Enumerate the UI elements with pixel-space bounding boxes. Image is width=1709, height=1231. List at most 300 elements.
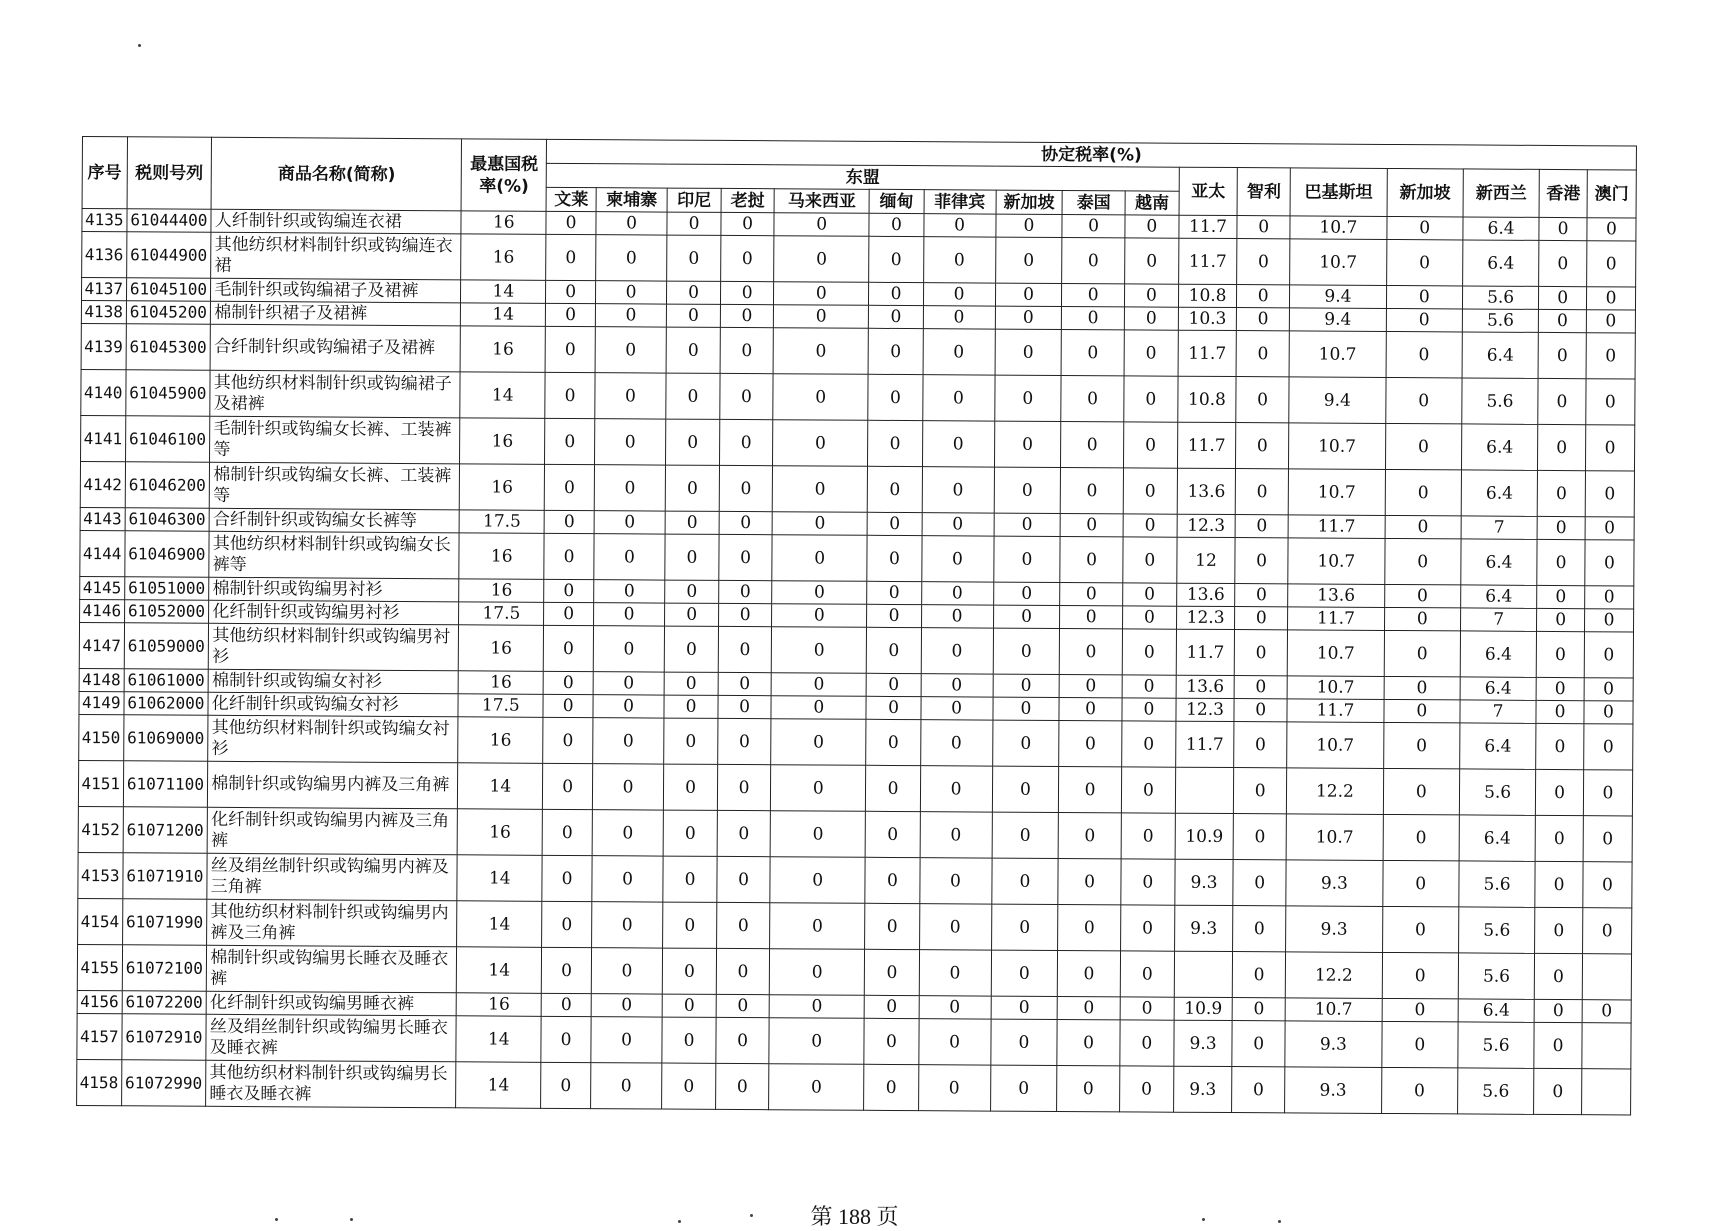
- row-asean-rate: 0: [720, 304, 773, 327]
- row-mfn-rate: 16: [461, 234, 546, 281]
- row-asean-rate: 0: [667, 212, 721, 235]
- row-product-name: 毛制针织或钩编女长裤、工装裤等: [210, 416, 460, 464]
- row-asean-rate: 0: [919, 996, 991, 1019]
- row-asean-rate: 0: [1122, 606, 1176, 629]
- row-asean-rate: 0: [1120, 997, 1174, 1020]
- row-agreement-rate: 0: [1235, 469, 1288, 515]
- row-asean-rate: 0: [991, 904, 1058, 950]
- row-asean-rate: 0: [769, 1018, 865, 1065]
- row-asean-rate: 0: [594, 580, 665, 603]
- row-seq: 4150: [79, 714, 124, 760]
- header-code: 税则号列: [127, 137, 212, 210]
- row-asean-rate: 0: [544, 579, 594, 602]
- row-asean-rate: 0: [541, 1062, 591, 1108]
- row-agreement-rate: 11.7: [1176, 629, 1235, 675]
- row-asean-rate: 0: [716, 1017, 769, 1063]
- row-asean-rate: 0: [864, 1064, 918, 1110]
- row-agreement-rate: 9.3: [1173, 1066, 1232, 1112]
- scan-speck: [1202, 1218, 1205, 1221]
- row-asean-rate: 0: [1122, 698, 1176, 721]
- header-seq: 序号: [82, 137, 127, 209]
- row-tariff-code: 61045900: [125, 370, 210, 417]
- header-other-5: 香港: [1539, 169, 1587, 217]
- row-asean-rate: 0: [771, 627, 867, 674]
- row-product-name: 其他纺织材料制针织或钩编女长裤等: [209, 531, 459, 579]
- row-agreement-rate: 0: [1385, 469, 1462, 515]
- row-asean-rate: 0: [992, 720, 1059, 766]
- header-other-4: 新西兰: [1463, 169, 1540, 217]
- row-asean-rate: 0: [995, 329, 1062, 375]
- row-asean-rate: 0: [546, 234, 596, 280]
- row-asean-rate: 0: [772, 604, 868, 628]
- row-agreement-rate: 0: [1383, 768, 1460, 814]
- row-asean-rate: 0: [868, 466, 922, 512]
- row-asean-rate: 0: [662, 1063, 716, 1109]
- scan-speck: [275, 1218, 278, 1221]
- row-asean-rate: 0: [920, 720, 992, 766]
- row-agreement-rate: 0: [1234, 630, 1287, 676]
- row-asean-rate: 0: [666, 327, 720, 373]
- row-asean-rate: 0: [1059, 720, 1122, 766]
- row-asean-rate: 0: [773, 374, 869, 421]
- row-agreement-rate: 0: [1585, 586, 1634, 609]
- row-asean-rate: 0: [543, 671, 593, 694]
- row-asean-rate: 0: [1122, 721, 1176, 767]
- row-asean-rate: 0: [1124, 284, 1178, 307]
- row-seq: 4152: [78, 806, 123, 852]
- row-asean-rate: 0: [541, 993, 591, 1016]
- row-agreement-rate: 10.7: [1290, 216, 1387, 240]
- row-agreement-rate: 6.4: [1460, 631, 1537, 677]
- row-agreement-rate: 0: [1584, 632, 1633, 678]
- row-asean-rate: 0: [719, 534, 772, 580]
- row-asean-rate: 0: [993, 605, 1060, 628]
- row-product-name: 其他纺织材料制针织或钩编裙子及裙裤: [210, 370, 460, 418]
- row-asean-rate: 0: [594, 603, 665, 626]
- row-asean-rate: 0: [922, 375, 994, 421]
- row-asean-rate: 0: [1061, 421, 1124, 467]
- row-asean-rate: 0: [991, 996, 1058, 1019]
- row-asean-rate: 0: [1059, 697, 1122, 720]
- row-asean-rate: 0: [717, 810, 770, 856]
- row-asean-rate: 0: [865, 857, 919, 903]
- row-asean-rate: 0: [545, 372, 595, 418]
- row-asean-rate: 0: [770, 903, 866, 950]
- row-agreement-rate: 10.3: [1178, 307, 1236, 330]
- row-asean-rate: 0: [774, 236, 870, 283]
- row-tariff-code: 61044400: [126, 209, 211, 233]
- row-agreement-rate: 11.7: [1179, 215, 1237, 238]
- row-agreement-rate: 0: [1582, 1000, 1631, 1023]
- row-agreement-rate: 0: [1536, 700, 1584, 723]
- row-agreement-rate: 13.6: [1176, 675, 1234, 698]
- row-agreement-rate: [1582, 954, 1631, 1000]
- row-asean-rate: 0: [1123, 422, 1177, 468]
- row-asean-rate: 0: [867, 604, 921, 627]
- row-seq: 4141: [81, 415, 126, 461]
- header-name: 商品名称(简称): [211, 137, 462, 211]
- row-agreement-rate: 0: [1382, 998, 1458, 1021]
- row-asean-rate: 0: [593, 626, 664, 672]
- row-tariff-code: 61072200: [122, 991, 207, 1015]
- row-asean-rate: 0: [719, 465, 772, 511]
- row-agreement-rate: [1175, 767, 1234, 813]
- row-agreement-rate: 5.6: [1459, 861, 1536, 907]
- row-agreement-rate: 0: [1386, 331, 1463, 377]
- row-agreement-rate: 0: [1382, 906, 1459, 952]
- row-agreement-rate: 10.7: [1290, 239, 1387, 286]
- row-agreement-rate: 0: [1233, 906, 1286, 952]
- row-mfn-rate: 14: [458, 763, 543, 810]
- row-asean-rate: 0: [867, 581, 921, 604]
- row-product-name: 丝及绢丝制针织或钩编男长睡衣及睡衣裤: [206, 1014, 456, 1062]
- row-agreement-rate: 12: [1177, 537, 1236, 583]
- row-tariff-code: 61046300: [125, 508, 210, 532]
- row-agreement-rate: 0: [1539, 286, 1587, 309]
- row-asean-rate: 0: [868, 374, 922, 420]
- row-asean-rate: 0: [663, 810, 717, 856]
- row-agreement-rate: 6.4: [1461, 539, 1538, 585]
- row-asean-rate: 0: [865, 903, 919, 949]
- row-seq: 4142: [80, 461, 125, 507]
- header-agreement: 协定税率(%): [547, 139, 1637, 170]
- row-mfn-rate: 17.5: [458, 694, 543, 718]
- row-asean-rate: 0: [867, 535, 921, 581]
- row-seq: 4143: [80, 507, 125, 530]
- row-asean-rate: 0: [592, 856, 663, 902]
- row-asean-rate: 0: [595, 419, 666, 465]
- row-product-name: 合纤制针织或钩编女长裤等: [209, 508, 459, 533]
- row-mfn-rate: 16: [459, 625, 544, 672]
- row-asean-rate: 0: [721, 235, 774, 281]
- row-asean-rate: 0: [544, 602, 594, 625]
- row-agreement-rate: 9.4: [1290, 285, 1387, 309]
- row-tariff-code: 61071990: [122, 899, 207, 946]
- row-agreement-rate: 9.3: [1285, 1067, 1382, 1114]
- row-asean-rate: 0: [718, 672, 771, 695]
- row-agreement-rate: 0: [1583, 862, 1632, 908]
- row-product-name: 棉制针织或钩编男衬衫: [209, 577, 459, 602]
- row-agreement-rate: 0: [1233, 814, 1286, 860]
- row-asean-rate: 0: [591, 1063, 662, 1109]
- row-agreement-rate: 0: [1386, 308, 1462, 331]
- row-asean-rate: 0: [1058, 858, 1121, 904]
- row-asean-rate: 0: [772, 581, 868, 605]
- row-asean-rate: 0: [993, 674, 1060, 697]
- scan-speck: [678, 1220, 681, 1223]
- row-asean-rate: 0: [774, 213, 870, 237]
- row-asean-rate: 0: [1121, 767, 1175, 813]
- row-asean-rate: 0: [1057, 996, 1120, 1019]
- row-agreement-rate: 6.4: [1460, 723, 1537, 769]
- row-tariff-code: 61071910: [122, 853, 207, 900]
- row-agreement-rate: 0: [1585, 517, 1634, 540]
- row-agreement-rate: 5.6: [1458, 907, 1535, 953]
- row-asean-rate: 0: [991, 950, 1058, 996]
- row-asean-rate: 0: [995, 237, 1062, 283]
- row-agreement-rate: 0: [1536, 677, 1584, 700]
- row-asean-rate: 0: [921, 605, 993, 628]
- row-asean-rate: 0: [594, 511, 665, 534]
- row-agreement-rate: 11.7: [1177, 422, 1236, 468]
- row-asean-rate: 0: [1060, 605, 1123, 628]
- row-agreement-rate: 0: [1537, 608, 1585, 631]
- row-asean-rate: 0: [596, 235, 667, 281]
- row-asean-rate: 0: [1060, 628, 1123, 674]
- row-asean-rate: 0: [770, 765, 866, 812]
- header-other-6: 澳门: [1587, 170, 1636, 218]
- row-agreement-rate: 0: [1235, 584, 1288, 607]
- row-agreement-rate: 0: [1384, 584, 1460, 607]
- row-agreement-rate: 5.6: [1458, 1022, 1535, 1068]
- row-agreement-rate: 6.4: [1461, 585, 1537, 608]
- row-seq: 4154: [78, 898, 123, 944]
- row-asean-rate: 0: [921, 582, 993, 605]
- row-agreement-rate: 10.7: [1289, 423, 1386, 470]
- row-asean-rate: 0: [594, 534, 665, 580]
- header-other-1: 智利: [1237, 168, 1290, 216]
- row-asean-rate: 0: [721, 212, 774, 235]
- row-asean-rate: 0: [769, 1064, 865, 1111]
- row-agreement-rate: 0: [1234, 699, 1287, 722]
- row-tariff-code: 61046900: [124, 531, 209, 578]
- row-agreement-rate: 9.3: [1286, 906, 1383, 953]
- row-asean-rate: 0: [716, 948, 769, 994]
- header-asean: 东盟: [546, 163, 1179, 191]
- row-agreement-rate: 0: [1535, 953, 1583, 999]
- row-agreement-rate: 0: [1538, 332, 1586, 378]
- row-asean-rate: 0: [665, 580, 719, 603]
- row-seq: 4138: [81, 301, 126, 324]
- row-agreement-rate: 0: [1386, 285, 1462, 308]
- row-asean-rate: 0: [1121, 859, 1175, 905]
- row-product-name: 其他纺织材料制针织或钩编男内裤及三角裤: [207, 899, 457, 947]
- row-agreement-rate: 0: [1584, 724, 1633, 770]
- row-asean-rate: 0: [918, 1019, 990, 1065]
- row-asean-rate: 0: [1062, 283, 1125, 306]
- row-agreement-rate: 0: [1384, 699, 1460, 722]
- row-product-name: 化纤制针织或钩编男衬衫: [209, 600, 459, 625]
- row-tariff-code: 61046200: [125, 462, 210, 509]
- row-agreement-rate: 0: [1381, 1021, 1458, 1067]
- row-product-name: 其他纺织材料制针织或钩编男长睡衣及睡衣裤: [206, 1060, 456, 1108]
- row-agreement-rate: 12.3: [1177, 514, 1235, 537]
- row-asean-rate: 0: [592, 764, 663, 810]
- header-asean-country: 马来西亚: [774, 189, 870, 214]
- row-agreement-rate: 5.6: [1462, 378, 1539, 424]
- row-asean-rate: 0: [922, 467, 994, 513]
- row-agreement-rate: 10.7: [1285, 998, 1382, 1022]
- row-agreement-rate: 6.4: [1459, 815, 1536, 861]
- row-asean-rate: 0: [772, 535, 868, 582]
- row-seq: 4135: [82, 209, 127, 232]
- row-agreement-rate: 0: [1539, 240, 1587, 286]
- row-asean-rate: 0: [545, 326, 595, 372]
- row-asean-rate: 0: [773, 305, 869, 329]
- row-asean-rate: 0: [1123, 468, 1177, 514]
- row-mfn-rate: 16: [458, 809, 543, 856]
- row-seq: 4149: [79, 691, 124, 714]
- row-agreement-rate: 0: [1534, 1022, 1582, 1068]
- row-asean-rate: 0: [1121, 813, 1175, 859]
- row-tariff-code: 61071200: [123, 807, 208, 854]
- row-asean-rate: 0: [1123, 537, 1177, 583]
- row-asean-rate: 0: [665, 534, 719, 580]
- row-agreement-rate: 0: [1583, 816, 1632, 862]
- row-asean-rate: 0: [542, 809, 592, 855]
- row-asean-rate: 0: [591, 1017, 662, 1063]
- row-asean-rate: 0: [866, 696, 920, 719]
- row-asean-rate: 0: [1057, 1019, 1120, 1065]
- row-asean-rate: 0: [541, 1016, 591, 1062]
- row-agreement-rate: 0: [1538, 424, 1586, 470]
- row-asean-rate: 0: [1062, 237, 1125, 283]
- row-asean-rate: 0: [545, 418, 595, 464]
- row-agreement-rate: 0: [1236, 377, 1289, 423]
- row-asean-rate: 0: [865, 949, 919, 995]
- row-agreement-rate: 0: [1236, 331, 1289, 377]
- row-asean-rate: 0: [1119, 1066, 1173, 1112]
- row-asean-rate: 0: [995, 306, 1062, 329]
- row-asean-rate: 0: [663, 764, 717, 810]
- row-asean-rate: 0: [866, 811, 920, 857]
- row-asean-rate: 0: [990, 1019, 1057, 1065]
- row-product-name: 其他纺织材料制针织或钩编连衣裙: [211, 232, 461, 280]
- row-asean-rate: 0: [923, 306, 995, 329]
- header-asean-country: 文莱: [546, 187, 596, 211]
- row-asean-rate: 0: [664, 695, 718, 718]
- row-mfn-rate: 17.5: [459, 602, 544, 626]
- row-asean-rate: 0: [1125, 215, 1179, 238]
- row-product-name: 合纤制针织或钩编裙子及裙裤: [210, 324, 460, 372]
- row-asean-rate: 0: [663, 856, 717, 902]
- row-seq: 4148: [79, 668, 124, 691]
- row-asean-rate: 0: [995, 283, 1062, 306]
- row-tariff-code: 61044900: [126, 232, 211, 279]
- row-asean-rate: 0: [1057, 1065, 1120, 1111]
- row-agreement-rate: 0: [1535, 861, 1583, 907]
- row-seq: 4151: [78, 760, 123, 806]
- row-product-name: 化纤制针织或钩编男睡衣裤: [206, 991, 456, 1016]
- row-agreement-rate: 0: [1384, 676, 1460, 699]
- row-asean-rate: 0: [1061, 329, 1124, 375]
- row-asean-rate: 0: [717, 764, 770, 810]
- row-asean-rate: 0: [869, 236, 923, 282]
- row-asean-rate: 0: [771, 719, 867, 766]
- row-agreement-rate: 0: [1384, 630, 1461, 676]
- row-asean-rate: 0: [662, 948, 716, 994]
- row-asean-rate: 0: [665, 465, 719, 511]
- row-agreement-rate: 10.9: [1175, 813, 1234, 859]
- row-agreement-rate: 0: [1537, 585, 1585, 608]
- row-agreement-rate: 11.7: [1288, 515, 1385, 539]
- row-asean-rate: 0: [1060, 513, 1123, 536]
- row-agreement-rate: 0: [1233, 860, 1286, 906]
- row-agreement-rate: [1582, 1023, 1631, 1069]
- row-agreement-rate: 0: [1382, 952, 1459, 998]
- row-asean-rate: 0: [919, 904, 991, 950]
- row-asean-rate: 0: [544, 510, 594, 533]
- row-agreement-rate: 5.6: [1458, 953, 1535, 999]
- row-asean-rate: 0: [869, 328, 923, 374]
- row-agreement-rate: 0: [1235, 538, 1288, 584]
- row-agreement-rate: 6.4: [1463, 217, 1539, 240]
- header-asean-country: 菲律宾: [924, 190, 996, 214]
- row-seq: 4140: [81, 369, 126, 415]
- header-asean-country: 印尼: [667, 188, 721, 212]
- row-agreement-rate: 0: [1237, 216, 1290, 239]
- row-product-name: 化纤制针织或钩编男内裤及三角裤: [207, 807, 457, 855]
- row-asean-rate: 0: [666, 419, 720, 465]
- row-asean-rate: 0: [923, 214, 995, 237]
- row-product-name: 毛制针织或钩编裙子及裙裤: [211, 278, 461, 303]
- scan-speck: [750, 1214, 753, 1217]
- row-asean-rate: 0: [866, 765, 920, 811]
- row-asean-rate: 0: [592, 810, 663, 856]
- row-mfn-rate: 16: [460, 418, 545, 465]
- row-agreement-rate: 10.7: [1286, 814, 1383, 861]
- row-seq: 4158: [77, 1059, 122, 1105]
- row-agreement-rate: 0: [1539, 309, 1587, 332]
- row-agreement-rate: 0: [1536, 769, 1584, 815]
- row-agreement-rate: 0: [1237, 308, 1290, 331]
- row-asean-rate: 0: [990, 1065, 1057, 1111]
- row-tariff-code: 61045200: [126, 301, 211, 325]
- row-asean-rate: 0: [1058, 812, 1121, 858]
- row-agreement-rate: 0: [1587, 241, 1636, 287]
- row-asean-rate: 0: [1123, 583, 1177, 606]
- header-other-3: 新加坡: [1387, 168, 1464, 216]
- row-asean-rate: 0: [770, 857, 866, 904]
- row-mfn-rate: 14: [456, 1062, 541, 1109]
- row-asean-rate: 0: [718, 626, 771, 672]
- row-agreement-rate: 9.3: [1175, 859, 1234, 905]
- row-agreement-rate: 0: [1232, 1067, 1285, 1113]
- row-agreement-rate: 0: [1586, 333, 1635, 379]
- row-agreement-rate: [1174, 951, 1233, 997]
- row-asean-rate: 0: [665, 511, 719, 534]
- row-product-name: 其他纺织材料制针织或钩编女衬衫: [208, 715, 458, 763]
- row-asean-rate: 0: [593, 718, 664, 764]
- row-asean-rate: 0: [866, 719, 920, 765]
- row-asean-rate: 0: [543, 625, 593, 671]
- row-asean-rate: 0: [868, 512, 922, 535]
- row-asean-rate: 0: [919, 950, 991, 996]
- row-asean-rate: 0: [1124, 307, 1178, 330]
- row-mfn-rate: 16: [458, 717, 543, 764]
- row-asean-rate: 0: [595, 327, 666, 373]
- row-seq: 4139: [81, 323, 126, 369]
- row-asean-rate: 0: [769, 995, 865, 1019]
- row-asean-rate: 0: [774, 282, 870, 306]
- header-asean-country: 泰国: [1062, 190, 1125, 214]
- row-agreement-rate: 0: [1237, 285, 1290, 308]
- row-seq: 4155: [77, 944, 122, 990]
- row-agreement-rate: 0: [1385, 515, 1461, 538]
- header-other-0: 亚太: [1179, 167, 1238, 215]
- row-agreement-rate: 6.4: [1458, 999, 1534, 1022]
- row-asean-rate: 0: [718, 695, 771, 718]
- header-asean-country: 柬埔寨: [596, 188, 667, 212]
- row-mfn-rate: 16: [457, 993, 542, 1017]
- row-agreement-rate: 0: [1585, 471, 1634, 517]
- row-tariff-code: 61071100: [123, 761, 208, 808]
- row-asean-rate: 0: [666, 304, 720, 327]
- row-asean-rate: 0: [922, 421, 994, 467]
- row-asean-rate: 0: [662, 994, 716, 1017]
- row-asean-rate: 0: [1120, 951, 1174, 997]
- row-asean-rate: 0: [546, 303, 596, 326]
